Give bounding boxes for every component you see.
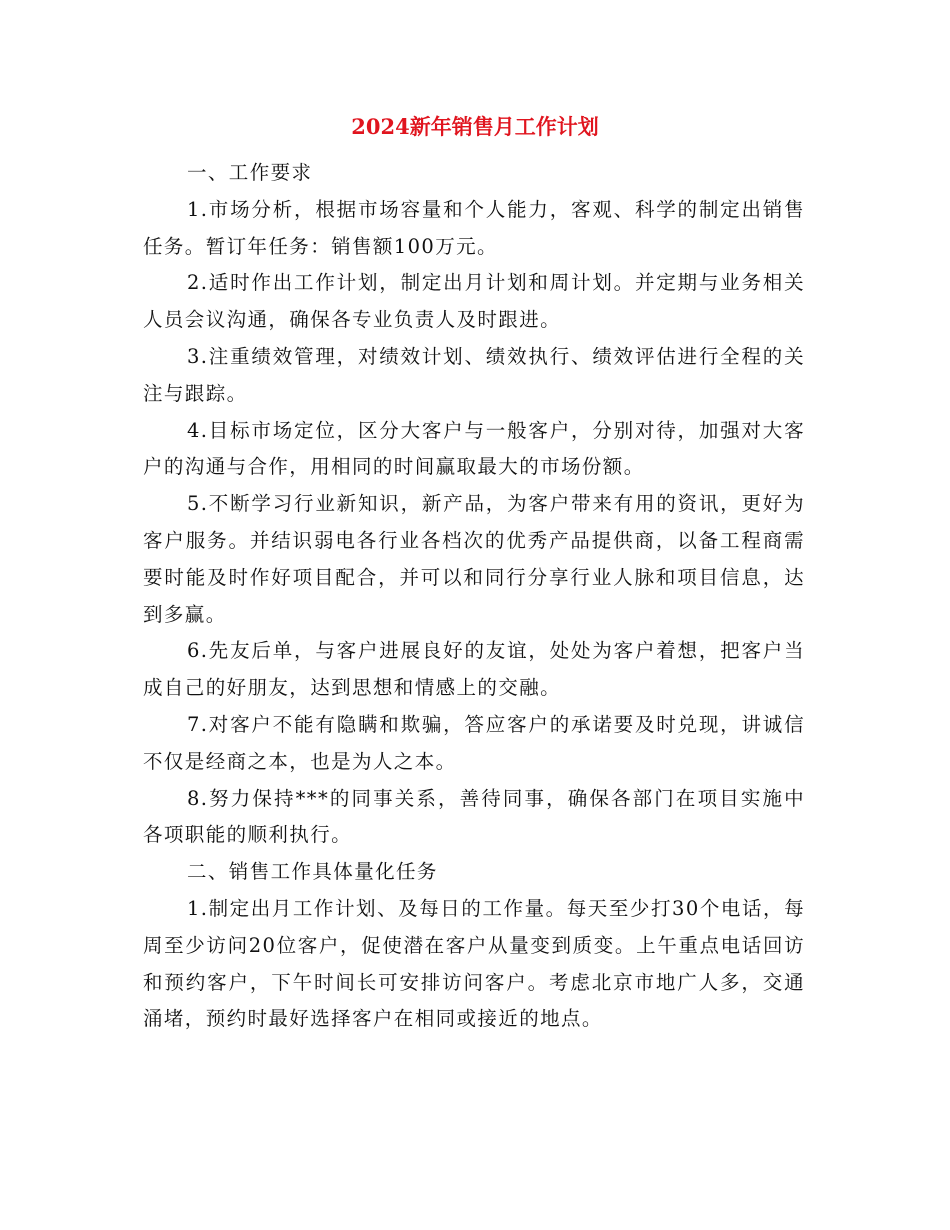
document-body [143,155,805,1038]
paragraph-colleague-relations: 8.努力保持***的同事关系，善待同事，确保各部门在项目实施中各项职能的顺利执行。 [143,786,805,847]
paragraph-honesty: 7.对客户不能有隐瞒和欺骗，答应客户的承诺要及时兑现，讲诚信不仅是经商之本，也是为人之本。 [143,712,805,773]
paragraph-market-analysis: 1.市场分析，根据市场容量和个人能力，客观、科学的制定出销售任务。暂订年任务：销售额100万元。 [143,197,805,258]
paragraph-target-market: 4.目标市场定位，区分大客户与一般客户，分别对待，加强对大客户的沟通与合作，用相同的时间赢取最大的市场份额。 [143,418,805,479]
paragraph-continuous-learning: 5.不断学习行业新知识，新产品，为客户带来有用的资讯，更好为客户服务。并结识弱电各行业各档次的优秀产品提供商，以备工程商需要时能及时作好项目配合，并可以和同行分享行业人脉和项目信息，达到多赢。 [143,492,805,626]
paragraph-performance-management: 3.注重绩效管理，对绩效计划、绩效执行、绩效评估进行全程的关注与跟踪。 [143,344,805,405]
section-heading-quantified-tasks: 二、销售工作具体量化任务 [187,860,438,884]
document-title: 2024新年销售月工作计划 [351,114,599,139]
paragraph-friendship-first: 6.先友后单，与客户进展良好的友谊，处处为客户着想，把客户当成自己的好朋友，达到思想和情感上的交融。 [143,639,805,700]
paragraph-monthly-plan: 1.制定出月工作计划、及每日的工作量。每天至少打30个电话，每周至少访问20位客户，促使潜在客户从量变到质变。上午重点电话回访和预约客户，下午时间长可安排访问客户。考虑北京市地广人多，交通涌堵，预约时最好选择客户在相同或接近的地点。 [143,896,805,1031]
section-heading-work-requirements: 一、工作要求 [187,161,313,184]
paragraph-work-plan: 2.适时作出工作计划，制定出月计划和周计划。并定期与业务相关人员会议沟通，确保各专业负责人及时跟进。 [143,271,805,332]
